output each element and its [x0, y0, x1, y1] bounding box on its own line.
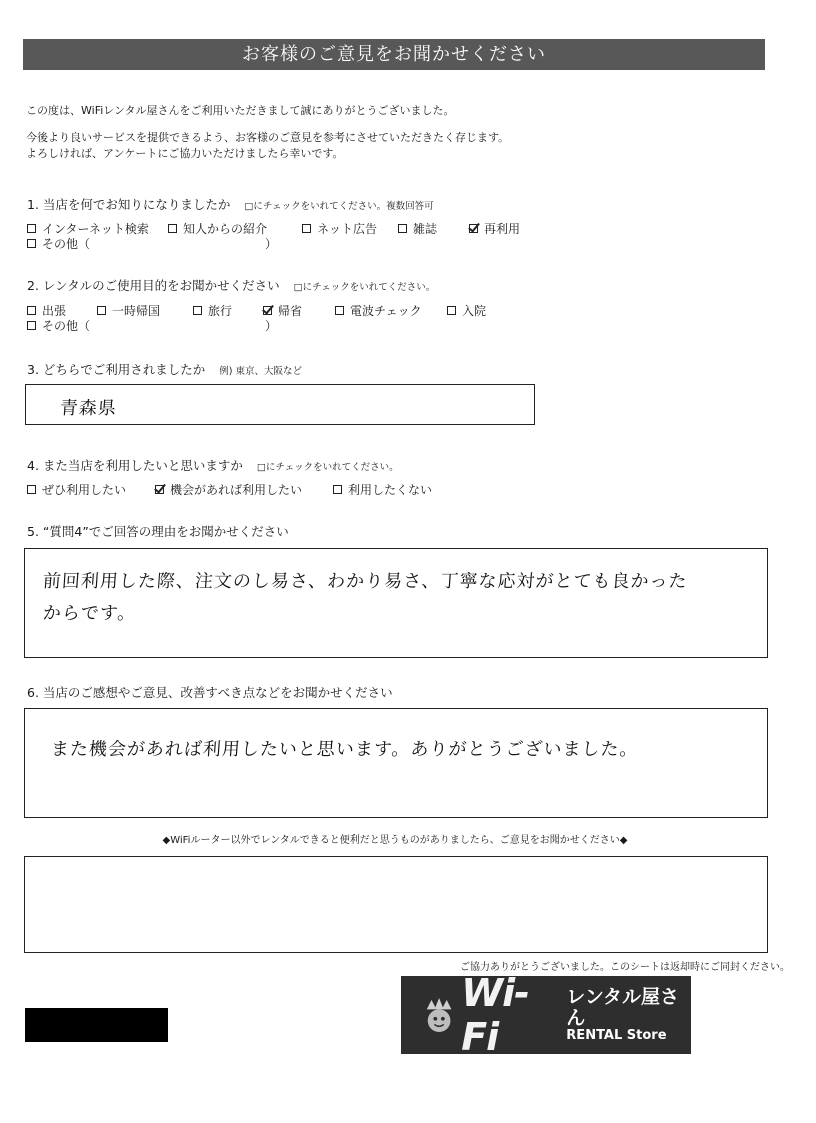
- logo-en: RENTAL Store: [566, 1027, 667, 1043]
- checkbox[interactable]: [27, 321, 36, 330]
- checkbox[interactable]: [27, 306, 36, 315]
- q1-option-reuse[interactable]: 再利用: [469, 220, 520, 237]
- q2-title: 2. レンタルのご使用目的をお聞かせください: [27, 278, 280, 293]
- checkbox[interactable]: [447, 306, 456, 315]
- checkbox[interactable]: [302, 224, 311, 233]
- q2-option-hospital[interactable]: 入院: [447, 302, 486, 319]
- checkbox[interactable]: [193, 306, 202, 315]
- q1-option-referral[interactable]: 知人からの紹介: [168, 220, 267, 237]
- q4-option-if-chance[interactable]: 機会があれば利用したい: [155, 481, 302, 498]
- q1-note: □にチェックをいれてください。複数回答可: [244, 201, 434, 212]
- q4-heading: [27, 456, 399, 474]
- q3-heading: [27, 360, 302, 378]
- q6-title: 6. 当店のご感想やご意見、改善すべき点などをお聞かせください: [27, 685, 393, 700]
- q3-answer: 青森県: [59, 398, 118, 419]
- q5-title: 5. “質問4”でご回答の理由をお聞かせください: [27, 524, 289, 539]
- q4-title: 4. また当店を利用したいと思いますか: [27, 458, 243, 473]
- q3-note: 例) 東京、大阪など: [219, 366, 303, 377]
- intro-thanks: この度は、WiFiレンタル屋さんをご利用いただきまして誠にありがとうございました。: [26, 104, 455, 117]
- q2-option-other[interactable]: その他（: [27, 317, 90, 334]
- q6-answer-box[interactable]: [24, 708, 768, 818]
- q4-option-definitely[interactable]: ぜひ利用したい: [27, 481, 126, 498]
- checkbox[interactable]: [168, 224, 177, 233]
- redacted-block: [25, 1008, 168, 1042]
- q4-note: □にチェックをいれてください。: [256, 462, 399, 473]
- q2-other-close: ）: [265, 319, 278, 333]
- checkbox[interactable]: [469, 224, 478, 233]
- q7-answer-box[interactable]: [24, 856, 768, 953]
- checkbox[interactable]: [27, 224, 36, 233]
- q5-answer-line2: からです。: [42, 603, 138, 624]
- checkbox[interactable]: [263, 306, 272, 315]
- q2-option-signal-check[interactable]: 電波チェック: [335, 302, 422, 319]
- logo-text: [566, 987, 691, 1043]
- store-logo: [401, 971, 691, 1059]
- checkbox[interactable]: [398, 224, 407, 233]
- q1-other-close: ）: [265, 237, 278, 251]
- intro-request: よろしければ、アンケートにご協力いただけましたら幸いです。: [26, 147, 344, 160]
- logo-wifi: Wi-Fi: [461, 971, 529, 1059]
- crown-mascot-icon: [423, 995, 455, 1035]
- q2-note: □にチェックをいれてください。: [293, 282, 436, 293]
- q3-answer-box[interactable]: [25, 384, 535, 425]
- q1-heading: [27, 195, 434, 213]
- q7-title: ◆WiFiルーター以外でレンタルできると便利だと思うものがありましたら、ご意見をお聞かせください◆: [162, 835, 628, 846]
- q2-option-travel[interactable]: 旅行: [193, 302, 232, 319]
- q3-title: 3. どちらでご利用されましたか: [27, 362, 206, 377]
- q2-option-temp-return[interactable]: 一時帰国: [97, 302, 160, 319]
- logo-jp: レンタル屋さん: [566, 985, 680, 1029]
- footer-thanks: ご協力ありがとうございました。このシートは返却時にご同封ください。: [460, 962, 790, 973]
- intro-purpose: 今後より良いサービスを提供できるよう、お客様のご意見を参考にさせていただきたく存じます。: [26, 131, 510, 144]
- q2-heading: [27, 276, 435, 294]
- q5-answer-line1: 前回利用した際、注文のし易さ、わかり易さ、丁寧な応対がとても良かった: [42, 571, 689, 592]
- q1-option-web-ad[interactable]: ネット広告: [302, 220, 377, 237]
- q6-answer: また機会があれば利用したいと思います。ありがとうございました。: [50, 739, 640, 760]
- q2-option-homecoming[interactable]: 帰省: [263, 302, 302, 319]
- checkbox[interactable]: [27, 239, 36, 248]
- checkbox[interactable]: [333, 485, 342, 494]
- q5-answer-box[interactable]: [24, 548, 768, 658]
- checkbox[interactable]: [97, 306, 106, 315]
- checkbox[interactable]: [335, 306, 344, 315]
- q2-option-business[interactable]: 出張: [27, 302, 66, 319]
- checkbox[interactable]: [27, 485, 36, 494]
- q1-title: 1. 当店を何でお知りになりましたか: [27, 197, 231, 212]
- survey-title: お客様のご意見をお聞かせください: [23, 39, 765, 70]
- q1-option-magazine[interactable]: 雑誌: [398, 220, 437, 237]
- q1-option-internet[interactable]: インターネット検索: [27, 220, 149, 237]
- checkbox[interactable]: [155, 485, 164, 494]
- q4-option-no[interactable]: 利用したくない: [333, 481, 432, 498]
- q1-option-other[interactable]: その他（: [27, 235, 90, 252]
